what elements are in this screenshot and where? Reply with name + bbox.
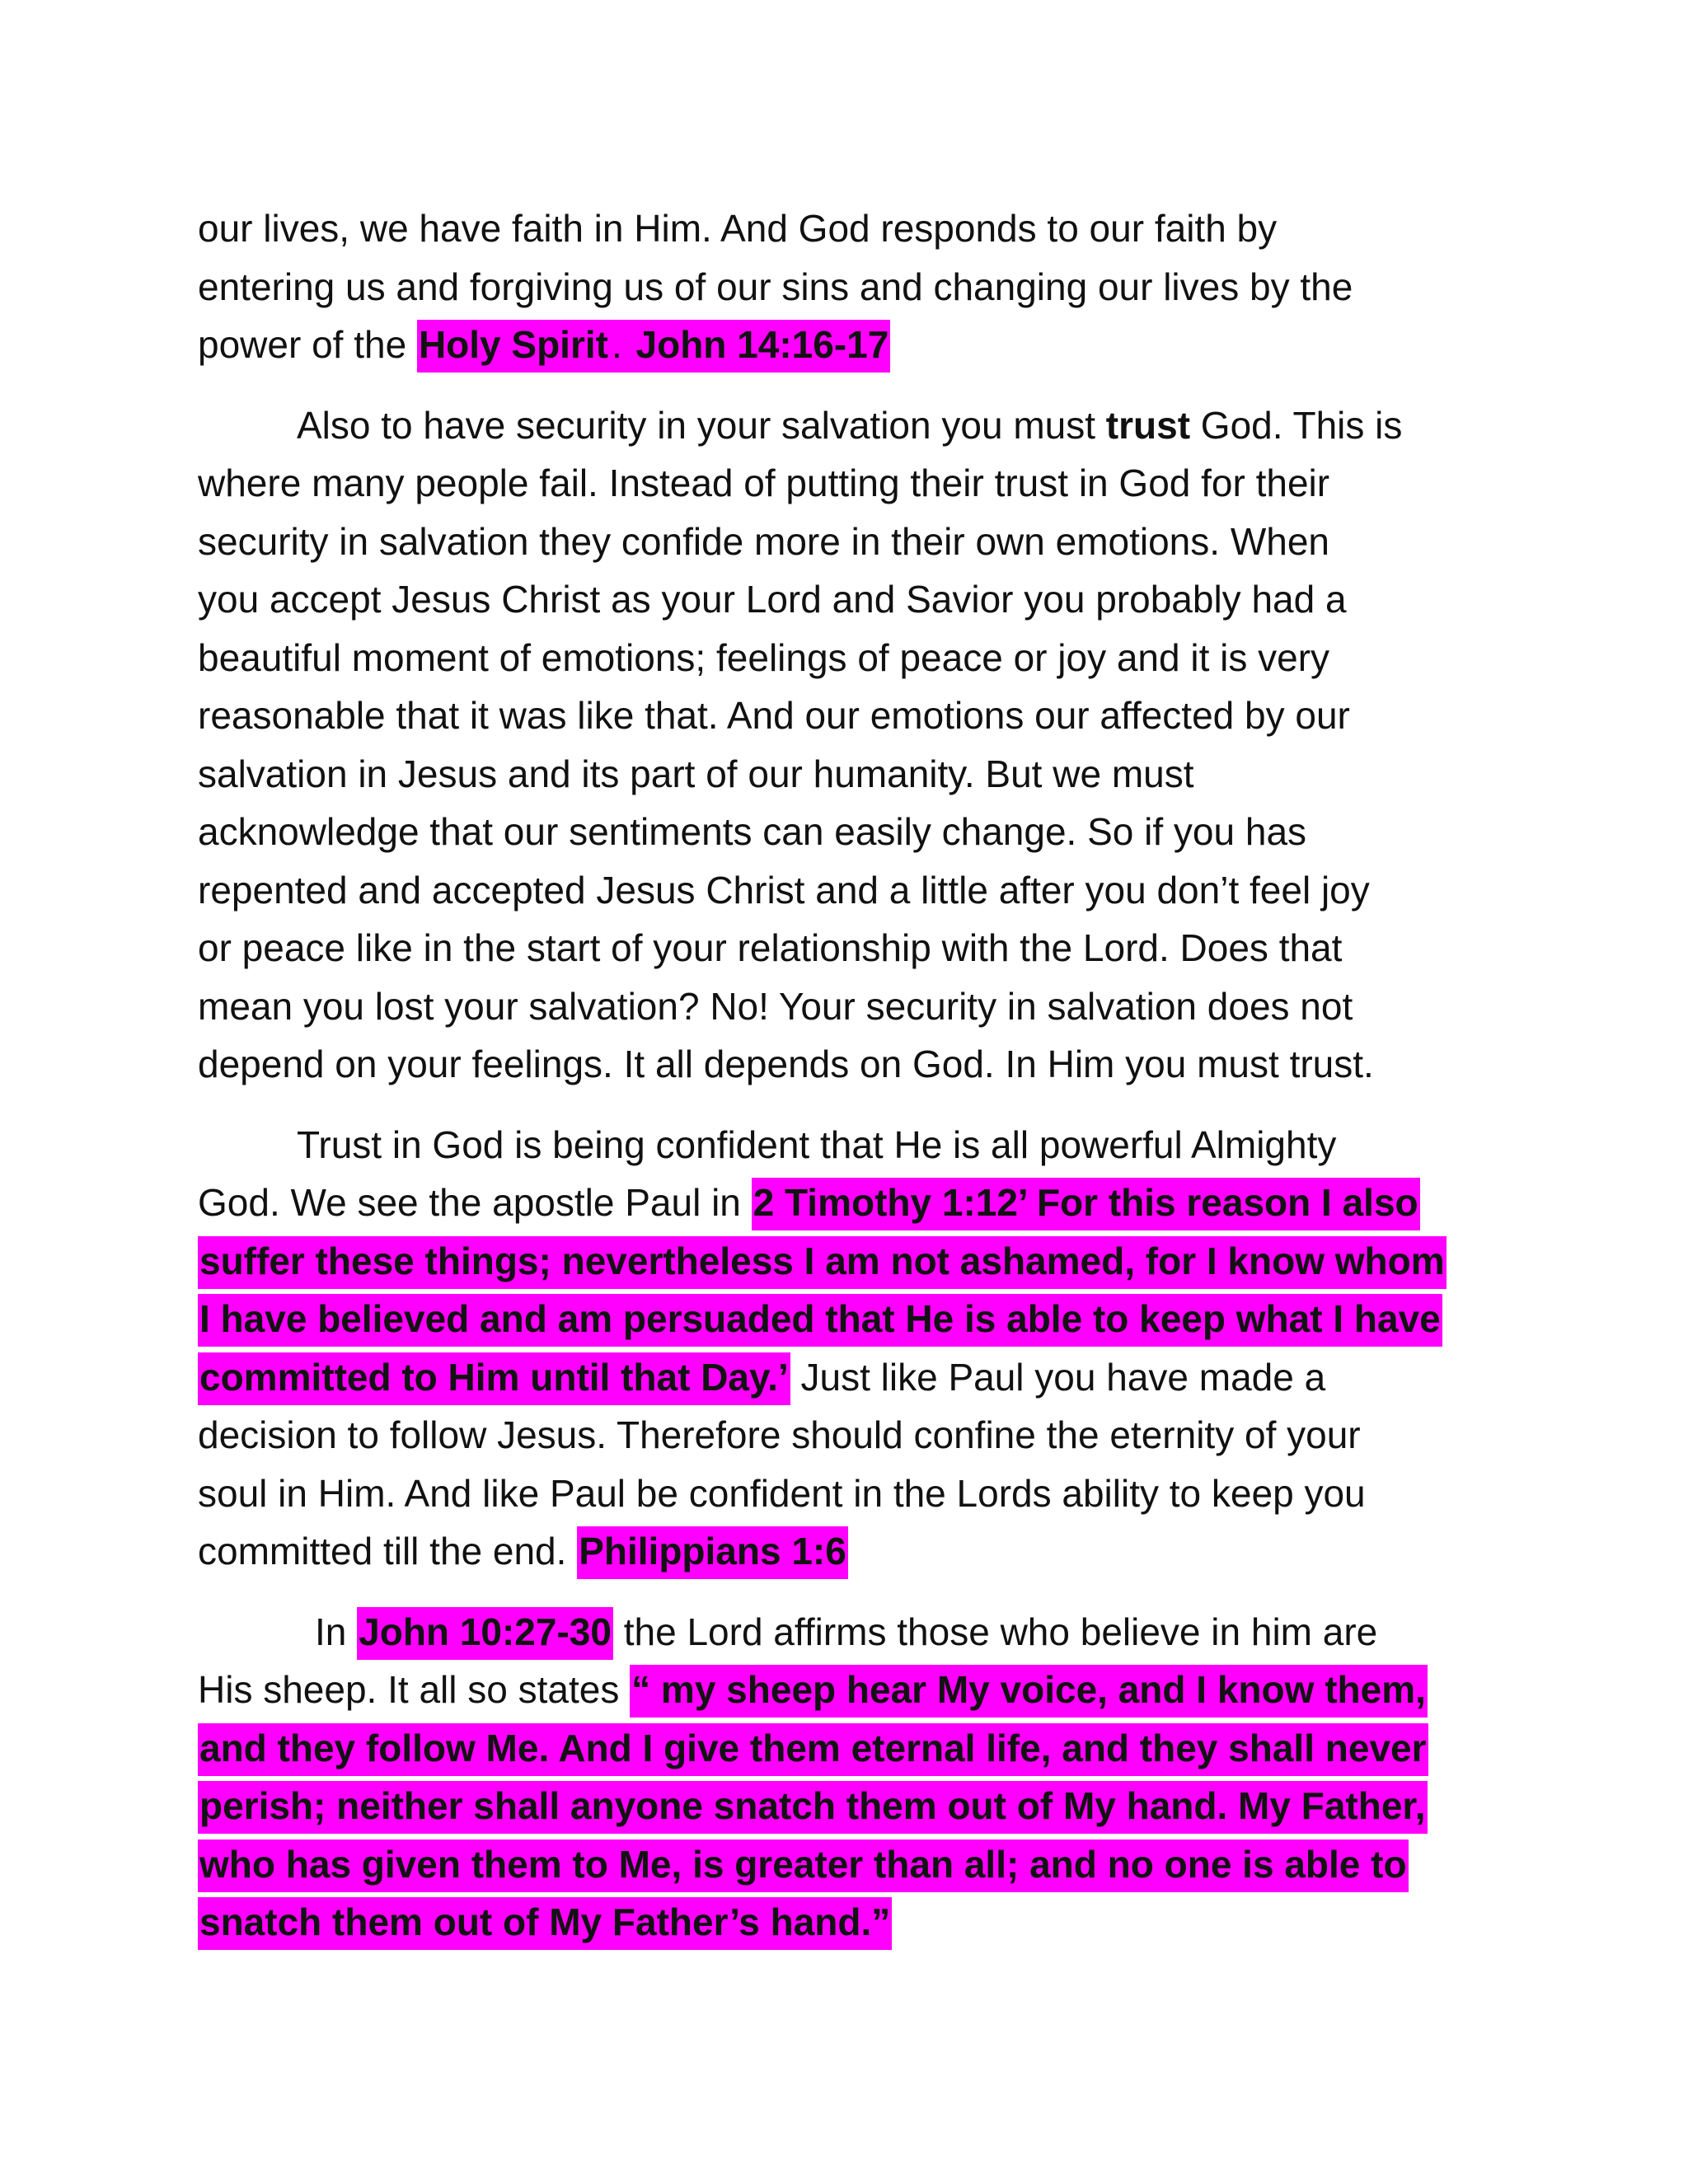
paragraph-2-line-12 <box>198 1035 1525 1094</box>
paragraph-2-line-4 <box>198 570 1525 629</box>
text-run: decision to follow Jesus. Therefore should confine the eternity of your <box>198 1413 1361 1456</box>
paragraph-2-line-1 <box>198 396 1525 455</box>
paragraph-2-line-3 <box>198 513 1525 571</box>
text-run: power of the <box>198 323 417 366</box>
highlight-john-10-27-30: John 10:27-30 <box>357 1607 613 1660</box>
text-run: Trust in God is being confident that He is all powerful Almighty <box>297 1122 1337 1166</box>
paragraph-3 <box>198 1116 1525 1581</box>
text-run: salvation in Jesus and its part of our humanity. But we must <box>198 752 1194 795</box>
highlight-2-timothy-quote: 2 Timothy 1:12’ For this reason I also <box>752 1178 1420 1230</box>
paragraph-1 <box>198 199 1525 374</box>
paragraph-4-line-6 <box>198 1893 1525 1952</box>
text-run: God. We see the apostle Paul in <box>198 1181 752 1224</box>
highlight-2-timothy-quote: committed to Him until that Day.’ <box>198 1352 790 1405</box>
text-run: you accept Jesus Christ as your Lord and Savior you probably had a <box>198 578 1347 621</box>
highlight-john-10-quote: who has given them to Me, is greater than all; and no one is able to <box>198 1840 1409 1892</box>
paragraph-2-line-5 <box>198 629 1525 687</box>
text-run: depend on your feelings. It all depends on God. In Him you must trust. <box>198 1043 1374 1085</box>
text-run: security in salvation they confide more in their own emotions. When <box>198 519 1329 563</box>
paragraph-2-line-9 <box>198 861 1525 920</box>
highlight-holy-spirit: Holy Spirit <box>417 320 610 373</box>
text-run: soul in Him. And like Paul be confident in the Lords ability to keep you <box>198 1471 1366 1515</box>
text-run: acknowledge that our sentiments can easily change. So if you has <box>198 810 1307 853</box>
text-run: where many people fail. Instead of putting their trust in God for their <box>198 462 1330 504</box>
highlight-2-timothy-quote: I have believed and am persuaded that He is able to keep what I have <box>198 1294 1442 1347</box>
text-run: committed till the end. <box>198 1530 578 1572</box>
paragraph-4-line-4 <box>198 1777 1525 1835</box>
paragraph-2 <box>198 396 1525 1094</box>
paragraph-3-line-2 <box>198 1174 1525 1232</box>
text-run: beautiful moment of emotions; feelings of peace or joy and it is very <box>198 635 1330 679</box>
paragraph-3-line-1 <box>198 1116 1525 1174</box>
paragraph-1-line-2 <box>198 258 1525 316</box>
paragraph-3-line-7 <box>198 1465 1525 1523</box>
text-run: our lives, we have faith in Him. And God responds to our faith by <box>198 207 1278 250</box>
paragraph-4-line-3 <box>198 1719 1525 1778</box>
text-run: Just like Paul you have made a <box>790 1355 1326 1399</box>
paragraph-2-line-6 <box>198 687 1525 745</box>
highlight-john-10-quote: and they follow Me. And I give them eternal life, and they shall never <box>198 1723 1428 1776</box>
paragraph-2-line-10 <box>198 919 1525 977</box>
highlight-john-10-quote: perish; neither shall anyone snatch them out of My hand. My Father, <box>198 1781 1428 1834</box>
paragraph-3-line-3 <box>198 1232 1525 1291</box>
paragraph-4-line-1 <box>198 1603 1525 1661</box>
paragraph-3-line-4 <box>198 1290 1525 1348</box>
text-run: reasonable that it was like that. And our emotions our affected by our <box>198 694 1350 737</box>
text-run: Also to have security in your salvation you must <box>297 403 1106 447</box>
highlight-separator: . <box>610 320 635 373</box>
text-run: God. This is <box>1190 403 1403 447</box>
paragraph-1-line-1 <box>198 199 1525 258</box>
bold-trust: trust <box>1105 403 1191 447</box>
paragraph-4-line-2 <box>198 1661 1525 1719</box>
highlight-john-10-quote: snatch them out of My Father’s hand.” <box>198 1897 892 1950</box>
highlight-philippians-1-6: Philippians 1:6 <box>577 1526 848 1579</box>
paragraph-4-line-5 <box>198 1835 1525 1894</box>
text-run: repented and accepted Jesus Christ and a little after you don’t feel joy <box>198 868 1370 912</box>
highlight-2-timothy-quote: suffer these things; nevertheless I am not ashamed, for I know whom <box>198 1236 1447 1289</box>
paragraph-3-line-5 <box>198 1348 1525 1407</box>
paragraph-3-line-8 <box>198 1522 1525 1581</box>
paragraph-2-line-7 <box>198 745 1525 804</box>
paragraph-2-line-8 <box>198 803 1525 861</box>
highlight-john-10-quote: “ my sheep hear My voice, and I know them, <box>630 1665 1428 1718</box>
paragraph-2-line-2 <box>198 454 1525 513</box>
highlight-john-14-16-17: John 14:16-17 <box>635 320 891 373</box>
paragraph-4 <box>198 1603 1525 1952</box>
text-run: entering us and forgiving us of our sins and changing our lives by the <box>198 265 1353 308</box>
text-run: His sheep. It all so states <box>198 1668 631 1711</box>
text-run: mean you lost your salvation? No! Your security in salvation does not <box>198 984 1353 1028</box>
paragraph-3-line-6 <box>198 1406 1525 1465</box>
text-run: or peace like in the start of your relationship with the Lord. Does that <box>198 926 1343 969</box>
document-body <box>198 199 1525 1974</box>
paragraph-1-line-3 <box>198 316 1525 374</box>
paragraph-2-line-11 <box>198 977 1525 1036</box>
text-run: the Lord affirms those who believe in him are <box>612 1610 1378 1653</box>
text-run: In <box>315 1610 358 1653</box>
